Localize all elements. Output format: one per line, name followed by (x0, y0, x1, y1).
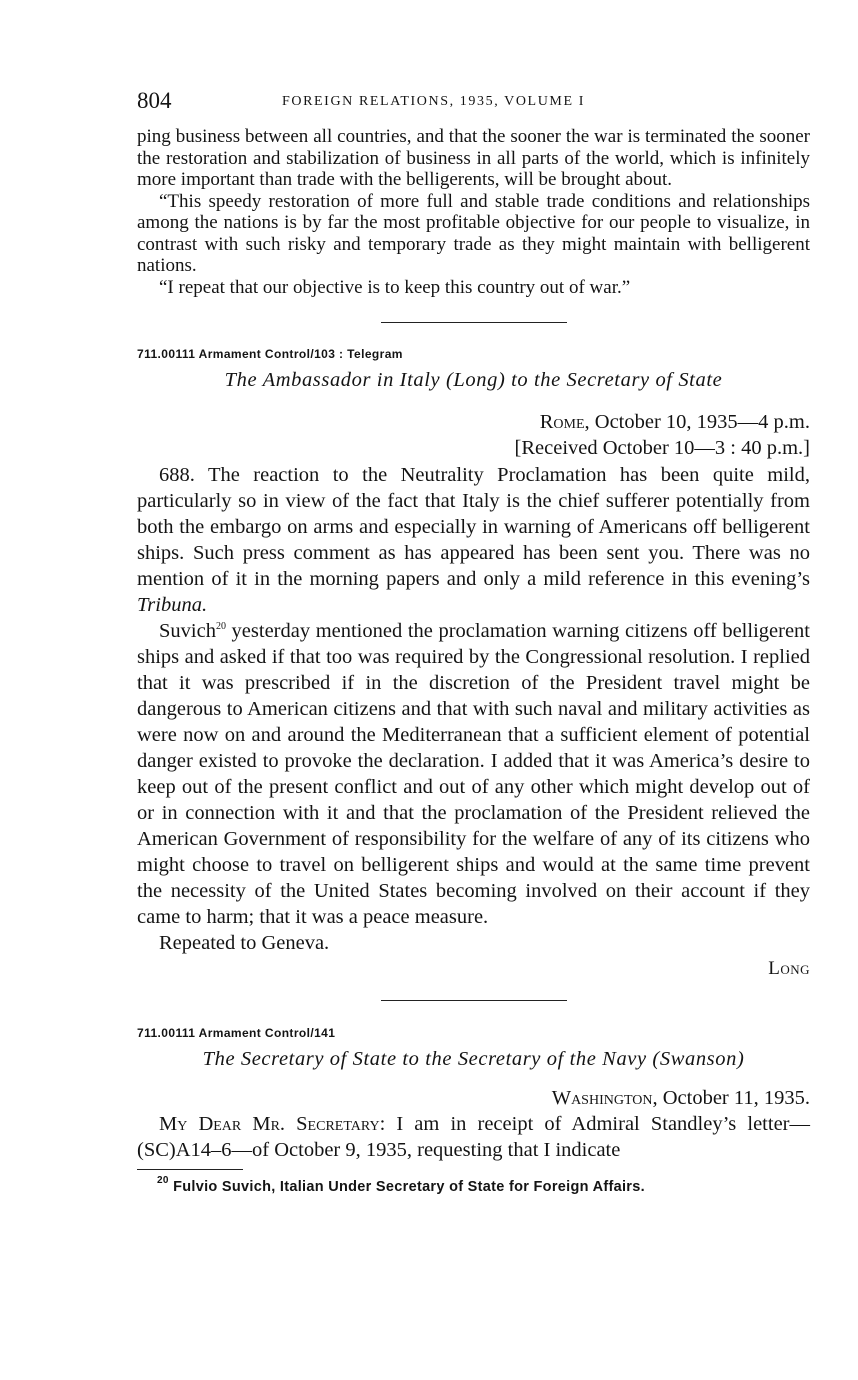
running-head: FOREIGN RELATIONS, 1935, VOLUME I (282, 94, 585, 109)
opening-paragraph-2: “This speedy restoration of more full and stable trade conditions and relationships among the nations is by far the most profitable objective for our people to visualize, in contrast with such risky and temporary trade as they might maintain with belligerent nations. (137, 190, 810, 276)
letter-paragraph-1 (137, 1111, 810, 1163)
body-paragraph-2 (137, 618, 810, 930)
document-title: The Ambassador in Italy (Long) to the Secretary of State (224, 369, 723, 391)
section-divider (381, 1000, 567, 1001)
opening-paragraph-1: ping business between all countries, and that the sooner the war is terminated the sooner the restoration and stabilization of business in all parts of the world, which is infinitely more important than trade with the belligerents, will be brought about. (137, 126, 810, 190)
document-1 (137, 347, 810, 980)
page-number: 804 (137, 88, 172, 113)
dateline (137, 1085, 810, 1111)
dateline-place: Rome (539, 411, 585, 433)
body-paragraph-2-text: yesterday mentioned the proclamation warning citizens off belligerent ships and asked if that too was required by the Congressional resolution. I replied that it was prescribed if in the discretion of the President travel might be dangerous to American citizens and that with such naval and military activities as were now on and around the Mediterranean that a sufficient element of potential danger existed to provoke the declaration. I added that it was America’s desire to keep out of the present conflict and out of any other which might develop out of or in connection with it and that the proclamation of the President relieved the American Government of responsibility for the welfare of any of its citizens who might choose to travel on belligerent ships and would at the same time prevent the necessity of the United States becoming involved on their account if they came to harm; that it was a peace measure. (137, 620, 810, 928)
section-divider (381, 322, 567, 323)
opening-paragraph-3: “I repeat that our objective is to keep this country out of war.” (159, 276, 631, 298)
footnote-reference: 20 (215, 621, 226, 632)
salutation: My Dear Mr. Secretary (159, 1113, 380, 1135)
newspaper-name: Tribuna. (137, 594, 208, 616)
footnote-text: Fulvio Suvich, Italian Under Secretary of State for Foreign Affairs. (168, 1179, 645, 1195)
person-name: Suvich (159, 620, 216, 642)
footnote-rule (137, 1169, 243, 1170)
body-paragraph-3: Repeated to Geneva. (159, 932, 330, 954)
document-2 (137, 1026, 810, 1163)
footnote-marker: 20 (157, 1175, 169, 1186)
document-title: The Secretary of State to the Secretary of the Navy (Swanson) (202, 1048, 745, 1070)
body-paragraph-1-text: 688. The reaction to the Neutrality Proclamation has been quite mild, particularly so in view of the fact that Italy is the chief sufferer potentially from both the embargo on arms and especially in warning of Americans off belligerent ships. Such press comment as has appeared has been sent you. There was no mention of it in the morning papers and only a mild reference in this evening’s (137, 464, 810, 590)
file-reference: 711.00111 Armament Control/103 : Telegram (137, 347, 403, 361)
letter-paragraph-1-text: : I am in receipt of Admiral Standley’s letter—(SC)A14–6—of October 9, 1935, requesting that I indicate (137, 1113, 810, 1161)
dateline-date: , October 11, 1935. (652, 1087, 810, 1109)
body-paragraph-1 (137, 462, 810, 618)
dateline-place: Washington (551, 1087, 653, 1109)
page-header (137, 86, 810, 122)
footnote (137, 1175, 810, 1195)
signature: Long (768, 958, 810, 979)
opening-section (137, 126, 810, 298)
page (137, 86, 810, 1195)
dateline (137, 409, 810, 435)
received-line: [Received October 10—3 : 40 p.m.] (514, 437, 810, 459)
file-reference: 711.00111 Armament Control/141 (137, 1026, 336, 1040)
dateline-date: , October 10, 1935—4 p.m. (584, 411, 810, 433)
